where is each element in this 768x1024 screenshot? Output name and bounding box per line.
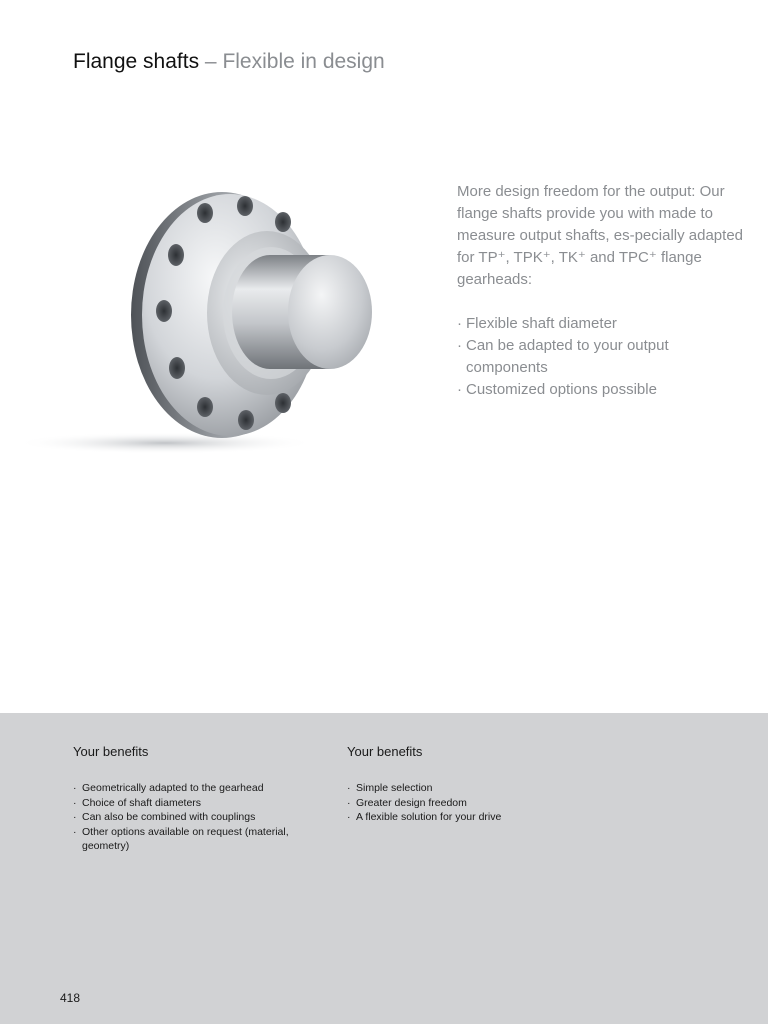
list-item xyxy=(73,781,333,796)
list-item-text: Customized options possible xyxy=(466,381,657,398)
flange-shaft-image xyxy=(15,185,395,465)
intro-text-block xyxy=(457,181,747,401)
page-number: 418 xyxy=(60,991,81,1005)
list-item-text: Geometrically adapted to the gearhead xyxy=(82,782,264,794)
list-item-text: Can be adapted to your output components xyxy=(466,337,669,376)
bullet-dot: · xyxy=(73,825,77,838)
list-item-text: Flexible shaft diameter xyxy=(466,315,617,332)
bullet-dot: · xyxy=(457,337,462,354)
list-item xyxy=(73,810,333,825)
list-item xyxy=(457,379,747,401)
bullet-dot: · xyxy=(73,811,77,824)
benefits-heading: Your benefits xyxy=(347,744,423,759)
page-title-main: Flange shafts xyxy=(73,50,200,73)
bullet-dot: · xyxy=(457,381,462,398)
intro-paragraph: More design freedom for the output: Our flange shafts provide you with made to measure output shafts, es-pecially adapted for TP⁺, TPK⁺, TK⁺ and TPC⁺ flange gearheads: xyxy=(457,183,744,288)
list-item xyxy=(73,796,333,811)
page-title-separator: – xyxy=(199,50,223,73)
benefits-list xyxy=(73,781,333,854)
list-item-text: Choice of shaft diameters xyxy=(82,796,202,809)
list-item xyxy=(347,796,607,811)
bullet-dot: · xyxy=(73,782,77,794)
benefits-heading: Your benefits xyxy=(73,744,149,759)
list-item-text: A flexible solution for your drive xyxy=(356,811,502,824)
list-item xyxy=(457,313,747,335)
page-title-subtitle: Flexible in design xyxy=(222,50,385,73)
benefits-list xyxy=(347,781,607,825)
benefits-column-left xyxy=(73,744,333,854)
bullet-dot: · xyxy=(347,811,351,824)
bullet-dot: · xyxy=(73,796,77,809)
list-item-text: Simple selection xyxy=(356,782,433,794)
list-item-text: Can also be combined with couplings xyxy=(82,811,256,824)
intro-feature-list xyxy=(457,313,747,401)
list-item xyxy=(73,825,333,854)
list-item xyxy=(347,781,607,796)
list-item-text: Other options available on request (material, geometry) xyxy=(82,825,289,853)
benefits-column-right xyxy=(347,744,607,825)
bullet-dot: · xyxy=(347,782,351,794)
list-item xyxy=(457,335,747,379)
benefits-panel xyxy=(0,713,768,1024)
page-title xyxy=(73,50,385,74)
list-item xyxy=(347,810,607,825)
bullet-dot: · xyxy=(457,315,462,332)
list-item-text: Greater design freedom xyxy=(356,796,467,809)
bullet-dot: · xyxy=(347,796,351,809)
